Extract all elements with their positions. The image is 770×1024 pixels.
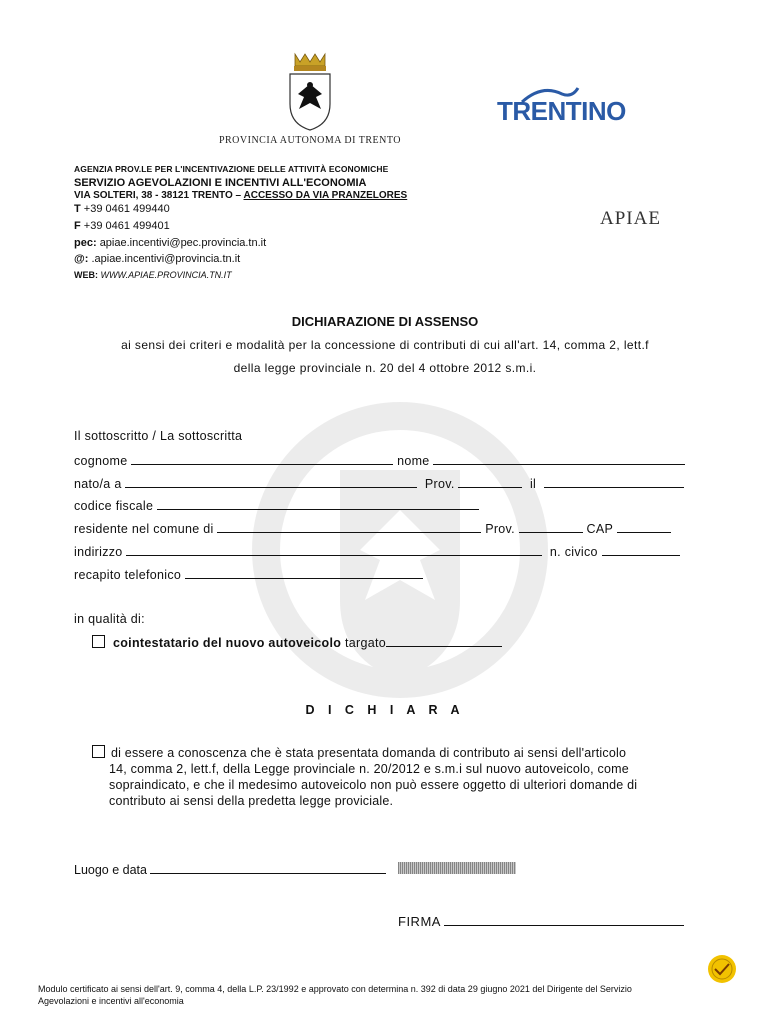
residente-label: residente nel comune di — [74, 522, 214, 536]
indirizzo-label: indirizzo — [74, 545, 123, 559]
pec-label: pec: — [74, 237, 97, 249]
birth-prov-label: Prov. — [424, 477, 455, 491]
comune-input[interactable] — [217, 520, 481, 533]
luogo-input[interactable] — [150, 861, 386, 874]
birth-row — [74, 475, 684, 491]
declaration-checkbox[interactable] — [92, 745, 105, 758]
cognome-label: cognome — [74, 454, 128, 468]
telefono-input[interactable] — [185, 566, 423, 579]
footer-note — [38, 983, 738, 1007]
phone-row — [74, 566, 423, 582]
subtitle-line-1: ai sensi dei criteri e modalità per la concessione di contributi di cui all'art. 14, comma 2, lett.f — [121, 338, 649, 352]
document-title: DICHIARAZIONE DI ASSENSO — [291, 314, 479, 329]
dichiara-heading: D I C H I A R A — [305, 703, 465, 717]
civico-input[interactable] — [602, 543, 680, 556]
birthplace-input[interactable] — [125, 475, 417, 488]
name-row — [74, 452, 685, 468]
residence-row — [74, 520, 671, 536]
il-label: il — [529, 477, 537, 491]
trentino-logo: TRENTINO — [497, 96, 626, 126]
fax-line — [74, 220, 170, 232]
declaration-line-3: sopraindicato, e che il medesimo autoveicolo non può essere oggetto di ulteriori domande di — [109, 778, 638, 792]
codice-fiscale-input[interactable] — [157, 497, 479, 510]
apiae-logo: APIAE — [600, 208, 661, 229]
fax-label: F — [74, 220, 81, 232]
phone-label: T — [74, 203, 81, 215]
indirizzo-input[interactable] — [126, 543, 542, 556]
cointestatario-row — [92, 634, 502, 650]
footer-line-2: Agevolazioni e incentivi all'economia — [38, 996, 184, 1006]
fiscal-row — [74, 497, 479, 513]
email-address: .apiae.incentivi@provincia.tn.it — [91, 253, 241, 265]
service-name: SERVIZIO AGEVOLAZIONI E INCENTIVI ALL'ECONOMIA — [74, 177, 367, 189]
email-label: @: — [74, 253, 89, 265]
qualita-label: in qualità di: — [74, 612, 145, 626]
declaration-line-1: di essere a conoscenza che è stata presentata domanda di contributo ai sensi dell'articolo — [111, 746, 627, 760]
firma-input[interactable] — [444, 913, 684, 926]
subtitle-line-2: della legge provinciale n. 20 del 4 ottobre 2012 s.m.i. — [233, 361, 537, 375]
declaration-paragraph — [92, 745, 702, 809]
footer-line-1: Modulo certificato ai sensi dell'art. 9, comma 4, della L.P. 23/1992 e approvato con determina n. 392 di data 29 giugno 2021 del Dirigente del Servizio — [38, 984, 632, 994]
address-street: VIA SOLTERI, 38 - 38121 TRENTO – — [74, 190, 244, 201]
targato-label: targato — [344, 636, 387, 650]
pec-address: apiae.incentivi@pec.provincia.tn.it — [99, 237, 267, 249]
birth-date-input[interactable] — [544, 475, 684, 488]
address-access: ACCESSO DA VIA PRANZELORES — [243, 190, 408, 201]
cognome-input[interactable] — [131, 452, 393, 465]
nato-label: nato/a a — [74, 477, 122, 491]
undersigned-label: Il sottoscritto / La sottoscritta — [74, 429, 243, 443]
targa-input[interactable] — [386, 634, 502, 647]
cointestatario-label: cointestatario del nuovo autoveicolo — [113, 636, 342, 650]
luogo-label: Luogo e data — [74, 863, 147, 877]
province-title: PROVINCIA AUTONOMA DI TRENTO — [218, 135, 402, 146]
pec-line — [74, 237, 266, 249]
civico-label: n. civico — [549, 545, 598, 559]
birth-prov-input[interactable] — [458, 475, 522, 488]
address-row — [74, 543, 680, 559]
residence-prov-label: Prov. — [485, 522, 515, 536]
cointestatario-checkbox[interactable] — [92, 635, 105, 648]
phone-number: +39 0461 499440 — [83, 203, 170, 215]
firma-label: FIRMA — [398, 914, 441, 929]
quality-seal-icon — [707, 954, 737, 984]
email-line — [74, 253, 240, 265]
fax-number: +39 0461 499401 — [83, 220, 170, 232]
agency-name: AGENZIA PROV.LE PER L'INCENTIVAZIONE DELLE ATTIVITÀ ECONOMICHE — [74, 164, 389, 174]
declaration-line-4: contributo ai sensi della predetta legge proviciale. — [109, 794, 394, 808]
declaration-line-2: 14, comma 2, lett.f, della Legge provinciale n. 20/2012 e s.m.i sul nuovo autoveicolo, come — [109, 762, 629, 776]
telefono-label: recapito telefonico — [74, 568, 182, 582]
web-line — [74, 270, 232, 280]
address — [74, 190, 407, 201]
web-label: WEB: — [74, 270, 98, 280]
web-address: WWW.APIAE.PROVINCIA.TN.IT — [100, 270, 232, 280]
nome-input[interactable] — [433, 452, 685, 465]
nome-label: nome — [397, 454, 430, 468]
firma-row — [398, 913, 684, 929]
codice-fiscale-label: codice fiscale — [74, 499, 154, 513]
cap-input[interactable] — [617, 520, 671, 533]
cap-label: CAP — [586, 522, 613, 536]
redacted-date — [398, 862, 516, 874]
luogo-row — [74, 861, 386, 877]
phone-line — [74, 203, 170, 215]
residence-prov-input[interactable] — [519, 520, 583, 533]
eagle-crest-icon — [285, 52, 335, 132]
